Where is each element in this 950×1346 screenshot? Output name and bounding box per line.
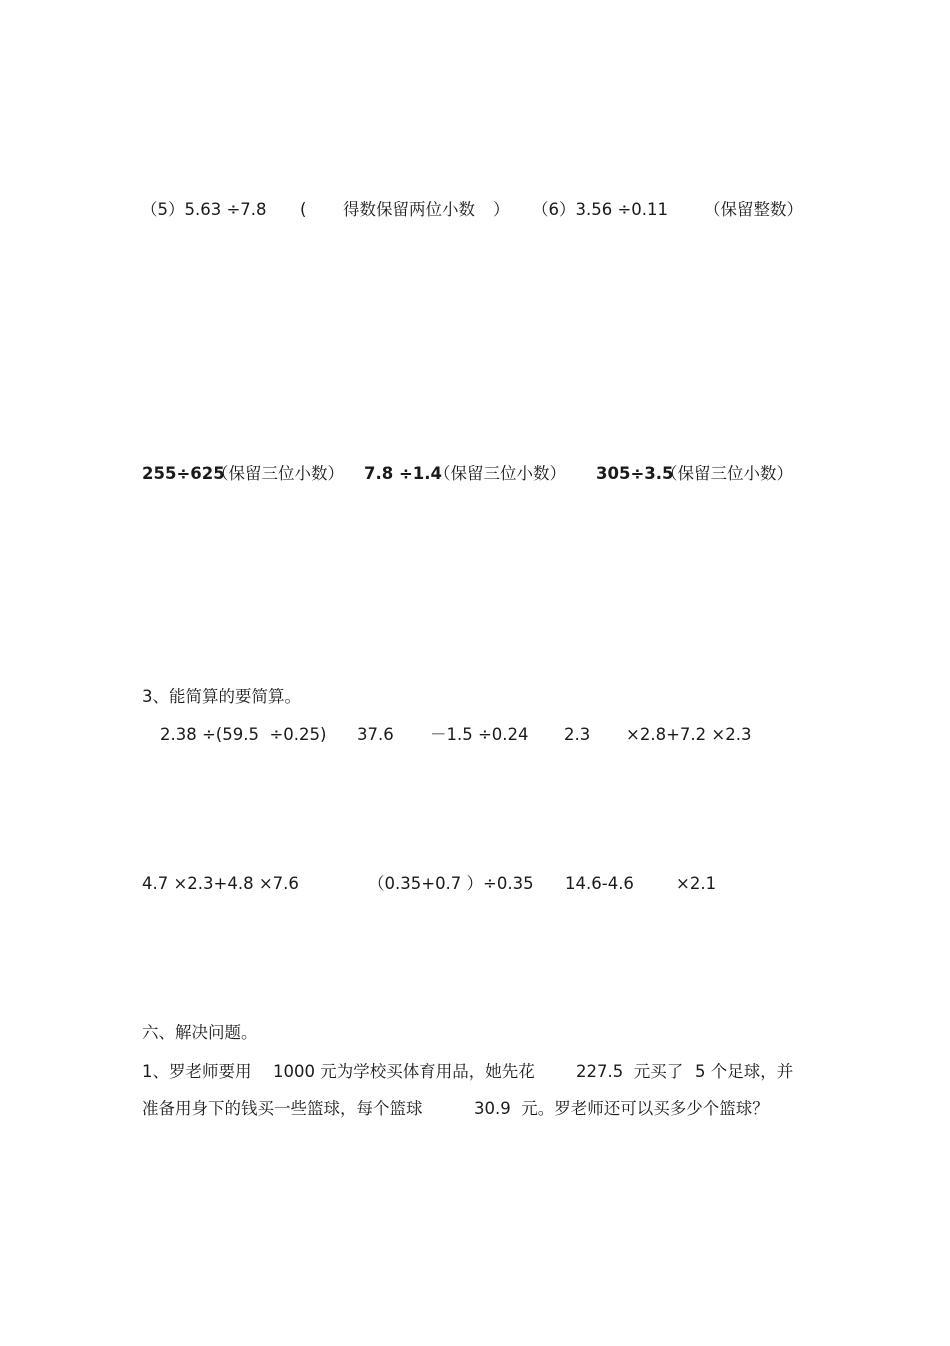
- problem1-line1-part1: 1、罗老师要用: [142, 1062, 252, 1081]
- q5-note: 得数保留两位小数: [343, 200, 475, 219]
- problem1-line1-part3: 227.5 元买了: [576, 1062, 684, 1081]
- bold-note-a: （保留三位小数）: [212, 464, 344, 483]
- q6-expression: （6）3.56 ÷0.11: [532, 200, 669, 219]
- problem1-line2-part2: 30.9 元。罗老师还可以买多少个篮球？: [474, 1099, 769, 1118]
- section-6-heading: 六、解决问题。: [142, 1023, 258, 1042]
- q5-open-paren: (: [300, 200, 307, 219]
- bold-expr-b: 7.8 ÷1.4: [364, 464, 443, 483]
- problem1-line2-part1: 准备用身下的钱买一些篮球，每个篮球: [142, 1099, 423, 1118]
- section-3-heading: 3、能简算的要简算。: [142, 687, 301, 706]
- problem1-line1-part2: 1000 元为学校买体育用品，她先花: [273, 1062, 535, 1081]
- q5-close-paren: ）: [493, 200, 510, 219]
- calc-row2-item2: （0.35+0.7 ）÷0.35: [368, 874, 534, 893]
- calc-row1-item5: ×2.8+7.2 ×2.3: [626, 725, 752, 744]
- calc-row1-item4: 2.3: [564, 725, 591, 744]
- calc-row1-item1: 2.38 ÷(59.5 ÷0.25): [160, 725, 327, 744]
- problem1-line1-part4: 5 个足球，并: [695, 1062, 794, 1081]
- bold-note-b: （保留三位小数）: [434, 464, 566, 483]
- bold-note-c: （保留三位小数）: [661, 464, 793, 483]
- calc-row2-item1: 4.7 ×2.3+4.8 ×7.6: [142, 874, 299, 893]
- calc-row1-item3: －1.5 ÷0.24: [430, 725, 529, 744]
- calc-row2-item3: 14.6-4.6: [565, 874, 634, 893]
- calc-row1-item2: 37.6: [357, 725, 394, 744]
- q5-expression: （5）5.63 ÷7.8: [141, 200, 267, 219]
- bold-expr-c: 305÷3.5: [596, 464, 674, 483]
- calc-row2-item4: ×2.1: [676, 874, 717, 893]
- bold-expr-a: 255÷625: [142, 464, 225, 483]
- q6-note: （保留整数）: [704, 200, 803, 219]
